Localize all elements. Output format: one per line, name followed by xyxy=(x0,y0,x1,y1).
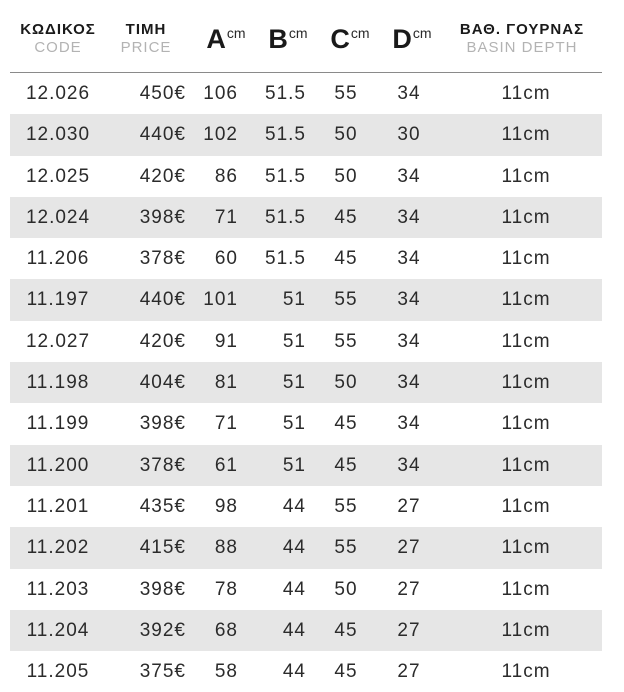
dim-c-cell: 55 xyxy=(334,83,358,104)
basin-depth-cell: 11cm xyxy=(501,495,551,517)
dim-d-unit: cm xyxy=(412,25,432,41)
code-cell: 12.030 xyxy=(25,124,91,146)
dim-b-cell: 51.5 xyxy=(265,124,306,146)
dim-d-cell: 34 xyxy=(397,248,421,270)
basin-depth-cell: 11cm xyxy=(501,619,551,641)
dim-a-cell: 61 xyxy=(214,454,238,476)
dim-b-cell: 51 xyxy=(282,289,306,311)
code-cell: 11.202 xyxy=(26,537,90,559)
basin-depth-cell: 11cm xyxy=(501,165,551,187)
dim-a-cell: 68 xyxy=(214,619,238,641)
price-cell: 450€ xyxy=(139,83,186,104)
dim-b-cell: 44 xyxy=(282,619,306,641)
table-row xyxy=(10,610,602,651)
dim-a-cell: 88 xyxy=(214,537,238,559)
basin-depth-cell: 11cm xyxy=(501,124,551,146)
dim-d-cell: 34 xyxy=(397,165,421,187)
basin-depth-cell: 11cm xyxy=(501,537,551,559)
dim-c-cell: 50 xyxy=(334,578,358,600)
table-row xyxy=(10,114,602,155)
code-cell: 11.206 xyxy=(26,248,90,270)
code-cell: 11.199 xyxy=(26,413,90,435)
table-row xyxy=(10,279,602,320)
header-price xyxy=(114,21,178,57)
dim-c-cell: 45 xyxy=(334,661,358,683)
header-dim-b xyxy=(262,24,314,54)
header-code-greek: ΚΩΔΙΚΟΣ xyxy=(20,21,96,38)
dim-b-cell: 44 xyxy=(282,537,306,559)
dim-a-cell: 91 xyxy=(214,330,238,352)
dim-b-cell: 44 xyxy=(282,661,306,683)
dim-c-cell: 50 xyxy=(334,124,358,146)
dim-a-cell: 86 xyxy=(214,165,238,187)
header-dim-a xyxy=(200,24,252,54)
dim-d-cell: 34 xyxy=(397,372,421,394)
dim-d-cell: 27 xyxy=(397,661,421,683)
header-dim-c xyxy=(324,24,376,54)
dim-d-cell: 27 xyxy=(397,578,421,600)
dim-a-cell: 106 xyxy=(203,83,238,104)
dim-b-cell: 51.5 xyxy=(265,83,306,104)
table-body xyxy=(10,73,602,692)
dim-d-cell: 34 xyxy=(397,289,421,311)
dim-d-cell: 30 xyxy=(397,124,421,146)
dim-b-cell: 44 xyxy=(282,578,306,600)
basin-depth-cell: 11cm xyxy=(501,289,551,311)
dim-b-cell: 51.5 xyxy=(265,248,306,270)
dim-a-cell: 71 xyxy=(214,206,238,228)
table-row xyxy=(10,651,602,692)
dim-c-letter: C xyxy=(330,24,350,54)
dim-d-cell: 27 xyxy=(397,537,421,559)
basin-depth-cell: 11cm xyxy=(501,413,551,435)
dim-d-cell: 34 xyxy=(397,454,421,476)
dim-c-cell: 55 xyxy=(334,537,358,559)
price-cell: 435€ xyxy=(139,495,186,517)
code-cell: 11.197 xyxy=(26,289,90,311)
header-dim-d xyxy=(386,24,438,54)
code-cell: 11.203 xyxy=(26,578,90,600)
basin-depth-cell: 11cm xyxy=(501,578,551,600)
dim-b-cell: 51.5 xyxy=(265,165,306,187)
dim-b-cell: 51 xyxy=(282,372,306,394)
dim-b-cell: 51 xyxy=(282,413,306,435)
table-row xyxy=(10,486,602,527)
price-cell: 378€ xyxy=(139,454,186,476)
dim-a-cell: 101 xyxy=(203,289,238,311)
table-row xyxy=(10,73,602,114)
basin-depth-cell: 11cm xyxy=(501,454,551,476)
dim-c-cell: 45 xyxy=(334,454,358,476)
price-cell: 440€ xyxy=(139,124,186,146)
price-cell: 375€ xyxy=(139,661,186,683)
table-row xyxy=(10,156,602,197)
table-row xyxy=(10,527,602,568)
dim-b-cell: 51.5 xyxy=(265,206,306,228)
price-cell: 398€ xyxy=(139,206,186,228)
dim-d-cell: 34 xyxy=(397,413,421,435)
basin-depth-cell: 11cm xyxy=(501,330,551,352)
price-cell: 440€ xyxy=(139,289,186,311)
dim-d-cell: 34 xyxy=(397,330,421,352)
dim-a-letter: A xyxy=(206,24,226,54)
dim-b-letter: B xyxy=(268,24,288,54)
table-row xyxy=(10,569,602,610)
dim-a-cell: 98 xyxy=(214,495,238,517)
header-code xyxy=(10,21,106,57)
code-cell: 11.198 xyxy=(26,372,90,394)
dim-b-cell: 44 xyxy=(282,495,306,517)
code-cell: 12.026 xyxy=(25,83,91,104)
table-row xyxy=(10,445,602,486)
dim-c-cell: 55 xyxy=(334,289,358,311)
basin-depth-cell: 11cm xyxy=(501,206,551,228)
code-cell: 11.201 xyxy=(26,495,90,517)
dim-a-cell: 102 xyxy=(203,124,238,146)
price-cell: 420€ xyxy=(139,330,186,352)
dim-d-cell: 27 xyxy=(397,495,421,517)
table-row xyxy=(10,197,602,238)
code-cell: 12.024 xyxy=(25,206,91,228)
dim-c-cell: 50 xyxy=(334,372,358,394)
header-depth-greek: ΒΑΘ. ΓΟΥΡΝΑΣ xyxy=(459,21,585,38)
code-cell: 11.200 xyxy=(26,454,90,476)
dim-c-cell: 55 xyxy=(334,330,358,352)
price-cell: 398€ xyxy=(139,578,186,600)
basin-depth-cell: 11cm xyxy=(501,372,551,394)
table-header xyxy=(10,0,602,73)
dim-c-cell: 45 xyxy=(334,248,358,270)
price-cell: 404€ xyxy=(139,372,186,394)
price-cell: 415€ xyxy=(139,537,186,559)
table-row xyxy=(10,362,602,403)
code-cell: 11.205 xyxy=(26,661,90,683)
dim-d-cell: 27 xyxy=(397,619,421,641)
table-row xyxy=(10,321,602,362)
dim-c-cell: 50 xyxy=(334,165,358,187)
dim-c-unit: cm xyxy=(350,25,370,41)
table-row xyxy=(10,238,602,279)
dim-a-cell: 60 xyxy=(214,248,238,270)
header-depth-english: BASIN DEPTH xyxy=(466,39,578,56)
code-cell: 12.027 xyxy=(25,330,91,352)
header-basin-depth xyxy=(442,21,602,57)
dim-b-unit: cm xyxy=(288,25,308,41)
dim-a-unit: cm xyxy=(226,25,246,41)
basin-depth-cell: 11cm xyxy=(501,248,551,270)
dim-d-letter: D xyxy=(392,24,412,54)
table-row xyxy=(10,403,602,444)
dim-b-cell: 51 xyxy=(282,330,306,352)
dim-c-cell: 45 xyxy=(334,619,358,641)
basin-depth-cell: 11cm xyxy=(501,661,551,683)
code-cell: 12.025 xyxy=(25,165,91,187)
code-cell: 11.204 xyxy=(26,619,90,641)
dim-b-cell: 51 xyxy=(282,454,306,476)
dim-c-cell: 45 xyxy=(334,413,358,435)
price-cell: 398€ xyxy=(139,413,186,435)
dim-a-cell: 81 xyxy=(214,372,238,394)
price-cell: 420€ xyxy=(139,165,186,187)
header-code-english: CODE xyxy=(34,39,82,56)
header-price-greek: ΤΙΜΗ xyxy=(125,21,167,38)
dim-a-cell: 71 xyxy=(214,413,238,435)
basin-depth-cell: 11cm xyxy=(501,83,551,104)
header-price-english: PRICE xyxy=(120,39,172,56)
price-cell: 392€ xyxy=(139,619,186,641)
dim-c-cell: 45 xyxy=(334,206,358,228)
dim-a-cell: 58 xyxy=(214,661,238,683)
dim-d-cell: 34 xyxy=(397,206,421,228)
dim-d-cell: 34 xyxy=(397,83,421,104)
dim-a-cell: 78 xyxy=(214,578,238,600)
dim-c-cell: 55 xyxy=(334,495,358,517)
price-cell: 378€ xyxy=(139,248,186,270)
